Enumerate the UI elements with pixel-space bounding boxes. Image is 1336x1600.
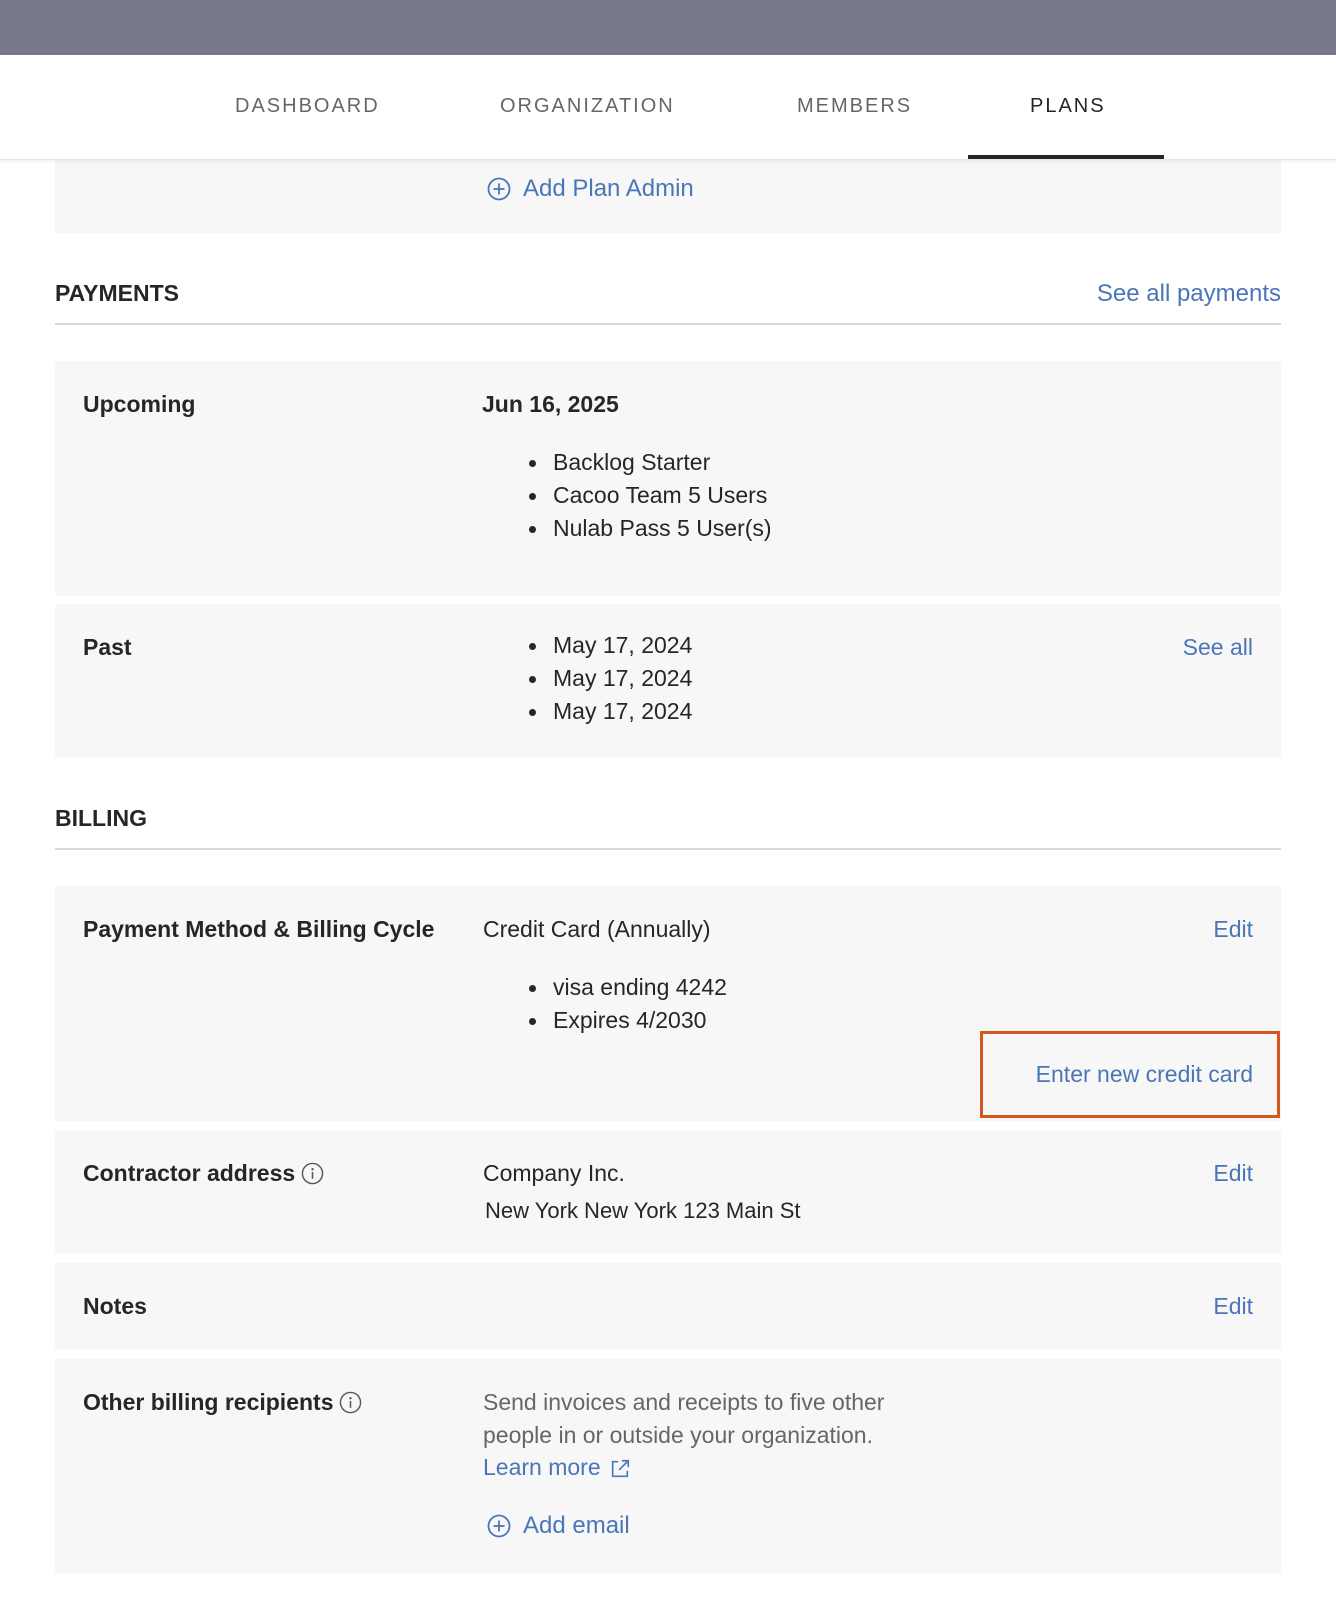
billing-recipients-panel — [55, 1359, 1281, 1574]
list-item: May 17, 2024 — [529, 662, 692, 695]
contractor-address-label: Contractor address — [83, 1160, 324, 1187]
upcoming-panel — [55, 361, 1281, 596]
list-item: May 17, 2024 — [529, 695, 692, 728]
external-link-icon — [609, 1458, 631, 1480]
recipients-description-line1: Send invoices and receipts to five other — [483, 1389, 885, 1415]
tab-organization[interactable]: ORGANIZATION — [500, 95, 675, 117]
recipients-description-line2: people in or outside your organization. — [483, 1422, 873, 1448]
see-all-past-link[interactable]: See all — [1182, 634, 1253, 660]
plus-circle-icon — [487, 1514, 511, 1538]
billing-divider — [55, 848, 1281, 850]
plus-circle-icon — [487, 177, 511, 201]
list-item: Expires 4/2030 — [529, 1004, 727, 1037]
past-label: Past — [83, 634, 132, 660]
info-icon[interactable] — [301, 1162, 324, 1185]
contractor-address-panel — [55, 1130, 1281, 1254]
top-bar — [0, 0, 1336, 55]
list-item: visa ending 4242 — [529, 971, 727, 1004]
tab-dashboard[interactable]: DASHBOARD — [235, 95, 380, 117]
upcoming-items-list — [529, 446, 772, 545]
add-email-label: Add email — [523, 1512, 630, 1539]
plan-admin-panel — [55, 158, 1281, 233]
info-icon[interactable] — [339, 1391, 362, 1414]
upcoming-label: Upcoming — [83, 391, 196, 417]
upcoming-date: Jun 16, 2025 — [482, 391, 619, 417]
list-item: Backlog Starter — [529, 446, 772, 479]
list-item: Cacoo Team 5 Users — [529, 479, 772, 512]
past-items-list — [529, 629, 692, 728]
add-plan-admin-label: Add Plan Admin — [523, 175, 694, 202]
card-details-list — [529, 971, 727, 1037]
tab-plans[interactable]: PLANS — [1030, 95, 1106, 117]
list-item: May 17, 2024 — [529, 629, 692, 662]
contractor-address-value: New York New York 123 Main St — [485, 1198, 801, 1223]
enter-new-credit-card-button[interactable]: Enter new credit card — [1035, 1061, 1253, 1087]
tab-members[interactable]: MEMBERS — [797, 95, 913, 117]
billing-recipients-label: Other billing recipients — [83, 1389, 362, 1416]
main-nav — [0, 55, 1336, 160]
payment-method-label: Payment Method & Billing Cycle — [83, 916, 435, 942]
edit-contractor-address-button[interactable]: Edit — [1213, 1160, 1253, 1186]
see-all-payments-link[interactable]: See all payments — [1096, 280, 1281, 307]
learn-more-link[interactable]: Learn more — [483, 1454, 631, 1481]
past-panel — [55, 604, 1281, 757]
payment-method-value: Credit Card (Annually) — [483, 916, 711, 942]
billing-title: BILLING — [55, 805, 147, 831]
payments-divider — [55, 323, 1281, 325]
highlight-annotation-box — [980, 1031, 1280, 1118]
list-item: Nulab Pass 5 User(s) — [529, 512, 772, 545]
contractor-company: Company Inc. — [483, 1160, 625, 1186]
edit-payment-method-button[interactable]: Edit — [1213, 916, 1253, 942]
payments-title: PAYMENTS — [55, 280, 179, 306]
edit-notes-button[interactable]: Edit — [1213, 1293, 1253, 1319]
notes-label: Notes — [83, 1293, 147, 1319]
notes-panel — [55, 1263, 1281, 1350]
active-tab-indicator — [968, 155, 1164, 159]
